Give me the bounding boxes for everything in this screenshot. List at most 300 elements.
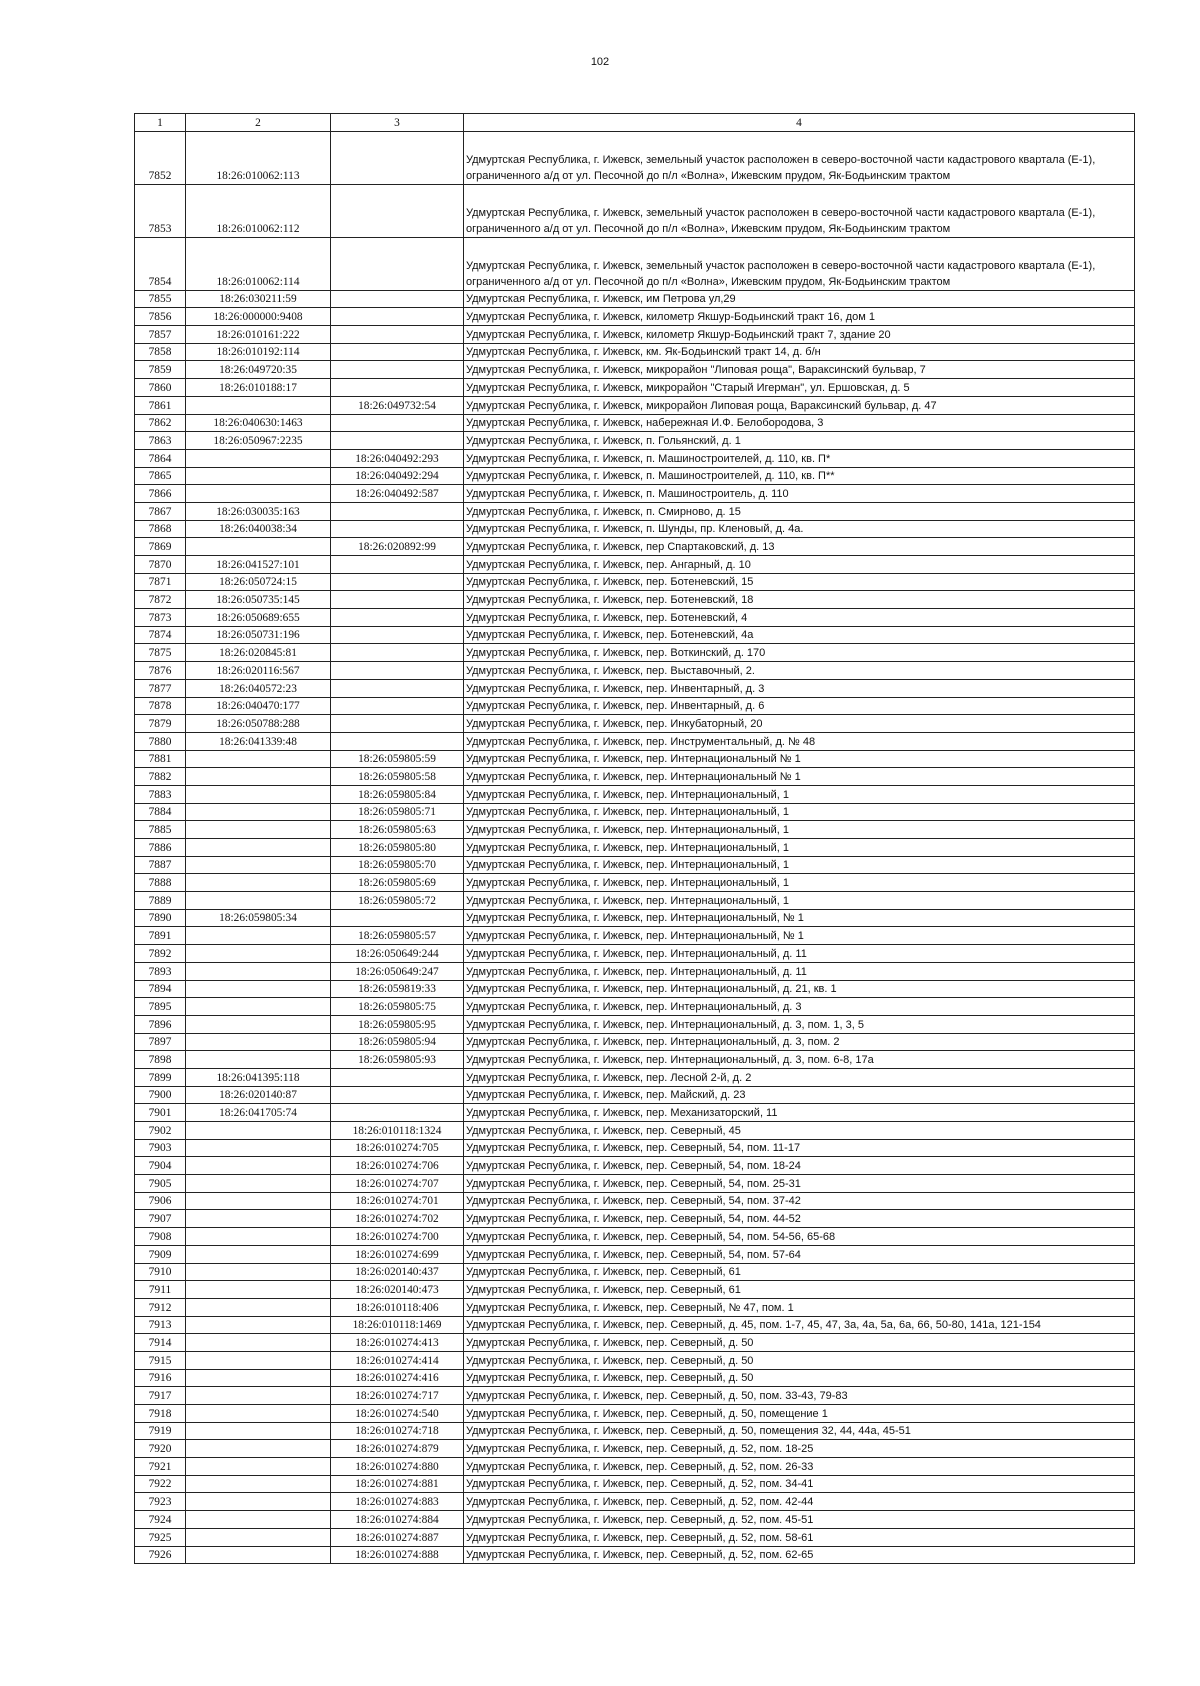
cadastral-number-cell (186, 785, 331, 803)
cadastral-number-alt-cell: 18:26:059805:70 (331, 856, 464, 874)
cadastral-number-cell (186, 750, 331, 768)
table-row (135, 379, 1135, 397)
row-number-cell: 7891 (135, 927, 186, 945)
cadastral-number-cell: 18:26:050689:655 (186, 609, 331, 627)
address-cell: Удмуртская Республика, г. Ижевск, пер. Северный, 54, пом. 57-64 (464, 1245, 1135, 1263)
cadastral-number-alt-cell (331, 184, 464, 237)
row-number-cell: 7856 (135, 308, 186, 326)
address-cell: Удмуртская Республика, г. Ижевск, им Петрова ул,29 (464, 290, 1135, 308)
row-number-cell: 7886 (135, 839, 186, 857)
table-row (135, 396, 1135, 414)
cadastral-number-cell (186, 998, 331, 1016)
cadastral-number-alt-cell: 18:26:010274:881 (331, 1475, 464, 1493)
row-number-cell: 7900 (135, 1086, 186, 1104)
address-cell: Удмуртская Республика, г. Ижевск, пер. Северный, д. 50 (464, 1351, 1135, 1369)
cadastral-number-cell (186, 467, 331, 485)
table-row (135, 892, 1135, 910)
address-cell: Удмуртская Республика, г. Ижевск, пер. Северный, д. 52, пом. 26-33 (464, 1458, 1135, 1476)
address-cell: Удмуртская Республика, г. Ижевск, п. Машиностроителей, д. 110, кв. П* (464, 449, 1135, 467)
address-cell: Удмуртская Республика, г. Ижевск, пер. Северный, д. 50, помещение 1 (464, 1405, 1135, 1423)
row-number-cell: 7864 (135, 449, 186, 467)
cadastral-number-alt-cell: 18:26:040492:294 (331, 467, 464, 485)
table-row (135, 343, 1135, 361)
cadastral-number-alt-cell: 18:26:059805:58 (331, 768, 464, 786)
address-cell: Удмуртская Республика, г. Ижевск, пер. Северный, 54, пом. 37-42 (464, 1192, 1135, 1210)
column-header-4: 4 (464, 114, 1135, 132)
cadastral-number-cell: 18:26:050731:196 (186, 626, 331, 644)
row-number-cell: 7921 (135, 1458, 186, 1476)
table-row (135, 1104, 1135, 1122)
cadastral-number-alt-cell (331, 556, 464, 574)
table-row (135, 1405, 1135, 1423)
cadastral-number-cell: 18:26:041339:48 (186, 732, 331, 750)
cadastral-number-cell (186, 1228, 331, 1246)
table-row (135, 1245, 1135, 1263)
cadastral-number-cell: 18:26:010161:222 (186, 326, 331, 344)
table-row (135, 980, 1135, 998)
table-row (135, 1068, 1135, 1086)
address-cell: Удмуртская Республика, г. Ижевск, пер. Северный, 54, пом. 11-17 (464, 1139, 1135, 1157)
cadastral-number-alt-cell: 18:26:020892:99 (331, 538, 464, 556)
address-cell: Удмуртская Республика, г. Ижевск, пер. Северный, д. 52, пом. 18-25 (464, 1440, 1135, 1458)
address-cell: Удмуртская Республика, г. Ижевск, п. Смирново, д. 15 (464, 502, 1135, 520)
cadastral-number-cell (186, 1387, 331, 1405)
address-cell: Удмуртская Республика, г. Ижевск, пер. Интернациональный № 1 (464, 750, 1135, 768)
cadastral-number-cell: 18:26:050788:288 (186, 715, 331, 733)
cadastral-number-alt-cell: 18:26:010274:700 (331, 1228, 464, 1246)
table-row (135, 1351, 1135, 1369)
table-row (135, 839, 1135, 857)
table-row (135, 485, 1135, 503)
table-row (135, 184, 1135, 237)
table-row (135, 1298, 1135, 1316)
cadastral-number-cell (186, 962, 331, 980)
row-number-cell: 7899 (135, 1068, 186, 1086)
address-cell: Удмуртская Республика, г. Ижевск, пер. Инвентарный, д. 3 (464, 679, 1135, 697)
cadastral-number-cell: 18:26:020845:81 (186, 644, 331, 662)
table-row (135, 1440, 1135, 1458)
row-number-cell: 7895 (135, 998, 186, 1016)
cadastral-number-alt-cell: 18:26:010274:887 (331, 1528, 464, 1546)
row-number-cell: 7875 (135, 644, 186, 662)
row-number-cell: 7876 (135, 662, 186, 680)
cadastral-number-cell (186, 839, 331, 857)
cadastral-number-alt-cell (331, 1104, 464, 1122)
cadastral-number-cell: 18:26:041527:101 (186, 556, 331, 574)
cadastral-number-cell (186, 1245, 331, 1263)
cadastral-number-cell: 18:26:010062:112 (186, 184, 331, 237)
table-body (135, 131, 1135, 1564)
address-cell: Удмуртская Республика, г. Ижевск, пер. Инвентарный, д. 6 (464, 697, 1135, 715)
address-cell: Удмуртская Республика, г. Ижевск, километр Якшур-Бодьинский тракт 7, здание 20 (464, 326, 1135, 344)
cadastral-number-cell: 18:26:030211:59 (186, 290, 331, 308)
address-cell: Удмуртская Республика, г. Ижевск, пер. Северный, д. 50, помещения 32, 44, 44а, 45-51 (464, 1422, 1135, 1440)
row-number-cell: 7877 (135, 679, 186, 697)
table-row (135, 1493, 1135, 1511)
cadastral-number-alt-cell (331, 361, 464, 379)
cadastral-number-cell (186, 1015, 331, 1033)
row-number-cell: 7855 (135, 290, 186, 308)
table-row (135, 644, 1135, 662)
address-cell: Удмуртская Республика, г. Ижевск, пер. Северный, № 47, пом. 1 (464, 1298, 1135, 1316)
cadastral-number-alt-cell: 18:26:059805:84 (331, 785, 464, 803)
table-row (135, 945, 1135, 963)
table-row (135, 449, 1135, 467)
cadastral-number-cell: 18:26:050967:2235 (186, 432, 331, 450)
cadastral-number-alt-cell (331, 308, 464, 326)
cadastral-number-cell (186, 874, 331, 892)
row-number-cell: 7865 (135, 467, 186, 485)
cadastral-number-alt-cell: 18:26:059805:80 (331, 839, 464, 857)
address-cell: Удмуртская Республика, г. Ижевск, пер. Механизаторский, 11 (464, 1104, 1135, 1122)
cadastral-number-cell (186, 1192, 331, 1210)
cadastral-number-alt-cell: 18:26:010118:1469 (331, 1316, 464, 1334)
cadastral-number-cell: 18:26:010062:113 (186, 131, 331, 184)
row-number-cell: 7901 (135, 1104, 186, 1122)
row-number-cell: 7881 (135, 750, 186, 768)
table-row (135, 785, 1135, 803)
address-cell: Удмуртская Республика, г. Ижевск, пер. Воткинский, д. 170 (464, 644, 1135, 662)
row-number-cell: 7926 (135, 1546, 186, 1564)
row-number-cell: 7892 (135, 945, 186, 963)
row-number-cell: 7911 (135, 1281, 186, 1299)
row-number-cell: 7852 (135, 131, 186, 184)
cadastral-number-cell: 18:26:040038:34 (186, 520, 331, 538)
address-cell: Удмуртская Республика, г. Ижевск, микрорайон Липовая роща, Вараксинский бульвар, д. 47 (464, 396, 1135, 414)
cadastral-number-alt-cell (331, 326, 464, 344)
row-number-cell: 7867 (135, 502, 186, 520)
cadastral-number-cell (186, 927, 331, 945)
table-row (135, 856, 1135, 874)
cadastral-number-alt-cell: 18:26:059805:94 (331, 1033, 464, 1051)
table-row (135, 962, 1135, 980)
cadastral-number-cell: 18:26:010188:17 (186, 379, 331, 397)
address-cell: Удмуртская Республика, г. Ижевск, пер. Интернациональный, д. 11 (464, 962, 1135, 980)
row-number-cell: 7871 (135, 573, 186, 591)
cadastral-number-cell (186, 1139, 331, 1157)
cadastral-number-cell (186, 1528, 331, 1546)
address-cell: Удмуртская Республика, г. Ижевск, микрорайон "Липовая роща", Вараксинский бульвар, 7 (464, 361, 1135, 379)
row-number-cell: 7922 (135, 1475, 186, 1493)
table-row (135, 502, 1135, 520)
table-row (135, 768, 1135, 786)
table-row (135, 1475, 1135, 1493)
table-row (135, 131, 1135, 184)
address-cell: Удмуртская Республика, г. Ижевск, пер Спартаковский, д. 13 (464, 538, 1135, 556)
table-row (135, 1528, 1135, 1546)
address-cell: Удмуртская Республика, г. Ижевск, км. Як-Бодьинский тракт 14, д. б/н (464, 343, 1135, 361)
row-number-cell: 7896 (135, 1015, 186, 1033)
address-cell: Удмуртская Республика, г. Ижевск, пер. Северный, д. 50, пом. 33-43, 79-83 (464, 1387, 1135, 1405)
cadastral-number-alt-cell (331, 343, 464, 361)
address-cell: Удмуртская Республика, г. Ижевск, пер. Интернациональный, 1 (464, 839, 1135, 857)
cadastral-number-cell: 18:26:040572:23 (186, 679, 331, 697)
table-row (135, 1228, 1135, 1246)
table-row (135, 1316, 1135, 1334)
table-row (135, 308, 1135, 326)
cadastral-number-cell (186, 1210, 331, 1228)
cadastral-number-alt-cell: 18:26:059805:63 (331, 821, 464, 839)
row-number-cell: 7880 (135, 732, 186, 750)
cadastral-number-cell: 18:26:000000:9408 (186, 308, 331, 326)
cadastral-number-cell: 18:26:050724:15 (186, 573, 331, 591)
table-row (135, 591, 1135, 609)
cadastral-number-alt-cell (331, 520, 464, 538)
cadastral-number-cell (186, 945, 331, 963)
cadastral-number-cell: 18:26:010062:114 (186, 237, 331, 290)
row-number-cell: 7883 (135, 785, 186, 803)
address-cell: Удмуртская Республика, г. Ижевск, пер. Интернациональный, д. 3, пом. 1, 3, 5 (464, 1015, 1135, 1033)
cadastral-number-alt-cell (331, 131, 464, 184)
cadastral-number-cell (186, 1369, 331, 1387)
table-row (135, 998, 1135, 1016)
cadastral-number-cell (186, 1405, 331, 1423)
table-row (135, 1511, 1135, 1529)
table-row (135, 662, 1135, 680)
address-cell: Удмуртская Республика, г. Ижевск, пер. Северный, д. 52, пом. 34-41 (464, 1475, 1135, 1493)
row-number-cell: 7878 (135, 697, 186, 715)
table-row (135, 414, 1135, 432)
row-number-cell: 7854 (135, 237, 186, 290)
table-row (135, 326, 1135, 344)
address-cell: Удмуртская Республика, г. Ижевск, пер. Северный, 54, пом. 44-52 (464, 1210, 1135, 1228)
cadastral-number-cell (186, 768, 331, 786)
row-number-cell: 7913 (135, 1316, 186, 1334)
cadastral-number-alt-cell (331, 1086, 464, 1104)
row-number-cell: 7916 (135, 1369, 186, 1387)
cadastral-number-cell (186, 1175, 331, 1193)
cadastral-number-alt-cell: 18:26:010274:702 (331, 1210, 464, 1228)
table-row (135, 732, 1135, 750)
cadastral-number-cell (186, 1511, 331, 1529)
row-number-cell: 7909 (135, 1245, 186, 1263)
row-number-cell: 7902 (135, 1122, 186, 1140)
cadastral-number-alt-cell: 18:26:010274:705 (331, 1139, 464, 1157)
cadastral-number-alt-cell: 18:26:020140:437 (331, 1263, 464, 1281)
cadastral-number-alt-cell: 18:26:010274:884 (331, 1511, 464, 1529)
cadastral-number-alt-cell: 18:26:059805:95 (331, 1015, 464, 1033)
table-row (135, 520, 1135, 538)
row-number-cell: 7924 (135, 1511, 186, 1529)
cadastral-number-cell (186, 1422, 331, 1440)
cadastral-number-alt-cell: 18:26:010274:888 (331, 1546, 464, 1564)
header-row (135, 114, 1135, 132)
row-number-cell: 7906 (135, 1192, 186, 1210)
cadastral-number-alt-cell: 18:26:020140:473 (331, 1281, 464, 1299)
cadastral-number-alt-cell: 18:26:010274:718 (331, 1422, 464, 1440)
address-cell: Удмуртская Республика, г. Ижевск, микрорайон "Старый Игерман", ул. Ершовская, д. 5 (464, 379, 1135, 397)
address-cell: Удмуртская Республика, г. Ижевск, пер. Лесной 2-й, д. 2 (464, 1068, 1135, 1086)
address-cell: Удмуртская Республика, г. Ижевск, пер. Ботеневский, 4 (464, 609, 1135, 627)
cadastral-number-alt-cell: 18:26:050649:247 (331, 962, 464, 980)
cadastral-number-alt-cell: 18:26:010274:413 (331, 1334, 464, 1352)
cadastral-number-cell (186, 821, 331, 839)
table-row (135, 609, 1135, 627)
cadastral-number-cell (186, 1033, 331, 1051)
cadastral-number-cell (186, 1475, 331, 1493)
table-row (135, 1334, 1135, 1352)
row-number-cell: 7907 (135, 1210, 186, 1228)
cadastral-number-cell (186, 1351, 331, 1369)
row-number-cell: 7874 (135, 626, 186, 644)
row-number-cell: 7912 (135, 1298, 186, 1316)
cadastral-number-cell (186, 1263, 331, 1281)
cadastral-number-alt-cell (331, 591, 464, 609)
table-row (135, 1263, 1135, 1281)
cadastral-number-cell (186, 1316, 331, 1334)
cadastral-number-alt-cell: 18:26:040492:293 (331, 449, 464, 467)
row-number-cell: 7898 (135, 1051, 186, 1069)
cadastral-number-alt-cell (331, 697, 464, 715)
row-number-cell: 7853 (135, 184, 186, 237)
cadastral-number-cell (186, 485, 331, 503)
cadastral-number-alt-cell (331, 414, 464, 432)
address-cell: Удмуртская Республика, г. Ижевск, пер. Ботеневский, 18 (464, 591, 1135, 609)
cadastral-number-alt-cell: 18:26:059805:93 (331, 1051, 464, 1069)
row-number-cell: 7879 (135, 715, 186, 733)
cadastral-number-cell (186, 1051, 331, 1069)
address-cell: Удмуртская Республика, г. Ижевск, пер. Интернациональный, № 1 (464, 909, 1135, 927)
row-number-cell: 7890 (135, 909, 186, 927)
address-cell: Удмуртская Республика, г. Ижевск, пер. Инструментальный, д. № 48 (464, 732, 1135, 750)
address-cell: Удмуртская Республика, г. Ижевск, пер. Интернациональный, 1 (464, 874, 1135, 892)
cadastral-number-alt-cell: 18:26:010274:883 (331, 1493, 464, 1511)
row-number-cell: 7857 (135, 326, 186, 344)
row-number-cell: 7872 (135, 591, 186, 609)
cadastral-number-cell (186, 449, 331, 467)
address-cell: Удмуртская Республика, г. Ижевск, пер. Интернациональный, д. 21, кв. 1 (464, 980, 1135, 998)
cadastral-number-cell (186, 980, 331, 998)
cadastral-number-alt-cell (331, 379, 464, 397)
cadastral-number-cell (186, 396, 331, 414)
cadastral-number-cell (186, 1493, 331, 1511)
table-row (135, 1192, 1135, 1210)
cadastral-number-alt-cell: 18:26:010118:406 (331, 1298, 464, 1316)
table-row (135, 1157, 1135, 1175)
address-cell: Удмуртская Республика, г. Ижевск, пер. Северный, 54, пом. 25-31 (464, 1175, 1135, 1193)
cadastral-number-cell (186, 856, 331, 874)
row-number-cell: 7920 (135, 1440, 186, 1458)
table-row (135, 1122, 1135, 1140)
address-cell: Удмуртская Республика, г. Ижевск, земельный участок расположен в северо-восточной части кадастрового квартала (Е-1), ограниченного а/д от ул. Песочной до п/л «Волна», Ижевским прудом, Як-Бодьинским трактом (464, 131, 1135, 184)
cadastral-number-cell (186, 1458, 331, 1476)
address-cell: Удмуртская Республика, г. Ижевск, пер. Интернациональный № 1 (464, 768, 1135, 786)
cadastral-number-cell (186, 1281, 331, 1299)
row-number-cell: 7925 (135, 1528, 186, 1546)
cadastral-number-cell: 18:26:059805:34 (186, 909, 331, 927)
address-cell: Удмуртская Республика, г. Ижевск, километр Якшур-Бодьинский тракт 16, дом 1 (464, 308, 1135, 326)
cadastral-number-cell (186, 892, 331, 910)
cadastral-number-alt-cell (331, 573, 464, 591)
table-row (135, 679, 1135, 697)
cadastral-number-alt-cell (331, 626, 464, 644)
address-cell: Удмуртская Республика, г. Ижевск, пер. Северный, 45 (464, 1122, 1135, 1140)
cadastral-number-alt-cell: 18:26:010274:414 (331, 1351, 464, 1369)
address-cell: Удмуртская Республика, г. Ижевск, пер. Северный, д. 52, пом. 42-44 (464, 1493, 1135, 1511)
table-row (135, 1051, 1135, 1069)
cadastral-number-alt-cell: 18:26:059805:59 (331, 750, 464, 768)
cadastral-number-cell: 18:26:049720:35 (186, 361, 331, 379)
cadastral-number-alt-cell (331, 909, 464, 927)
table-row (135, 803, 1135, 821)
address-cell: Удмуртская Республика, г. Ижевск, пер. Ботеневский, 4а (464, 626, 1135, 644)
cadastral-number-cell: 18:26:041705:74 (186, 1104, 331, 1122)
row-number-cell: 7866 (135, 485, 186, 503)
address-cell: Удмуртская Республика, г. Ижевск, пер. Северный, д. 45, пом. 1-7, 45, 47, 3а, 4а, 5а, 6а, 66, 50-80, 141а, 121-154 (464, 1316, 1135, 1334)
column-header-1: 1 (135, 114, 186, 132)
cadastral-number-alt-cell (331, 662, 464, 680)
address-cell: Удмуртская Республика, г. Ижевск, пер. Северный, д. 52, пом. 58-61 (464, 1528, 1135, 1546)
table-row (135, 1546, 1135, 1564)
cadastral-number-cell: 18:26:041395:118 (186, 1068, 331, 1086)
address-cell: Удмуртская Республика, г. Ижевск, земельный участок расположен в северо-восточной части кадастрового квартала (Е-1), ограниченного а/д от ул. Песочной до п/л «Волна», Ижевским прудом, Як-Бодьинским трактом (464, 184, 1135, 237)
table-row (135, 927, 1135, 945)
table-row (135, 626, 1135, 644)
row-number-cell: 7870 (135, 556, 186, 574)
table-row (135, 467, 1135, 485)
cadastral-number-alt-cell: 18:26:059805:69 (331, 874, 464, 892)
table-row (135, 1210, 1135, 1228)
row-number-cell: 7919 (135, 1422, 186, 1440)
cadastral-number-cell: 18:26:020116:567 (186, 662, 331, 680)
row-number-cell: 7894 (135, 980, 186, 998)
row-number-cell: 7861 (135, 396, 186, 414)
cadastral-number-cell: 18:26:040470:177 (186, 697, 331, 715)
cadastral-number-alt-cell: 18:26:059805:71 (331, 803, 464, 821)
address-cell: Удмуртская Республика, г. Ижевск, набережная И.Ф. Белобородова, 3 (464, 414, 1135, 432)
cadastral-number-alt-cell: 18:26:010274:699 (331, 1245, 464, 1263)
row-number-cell: 7914 (135, 1334, 186, 1352)
table-row (135, 1369, 1135, 1387)
row-number-cell: 7893 (135, 962, 186, 980)
address-cell: Удмуртская Республика, г. Ижевск, п. Машиностроитель, д. 110 (464, 485, 1135, 503)
row-number-cell: 7905 (135, 1175, 186, 1193)
row-number-cell: 7884 (135, 803, 186, 821)
row-number-cell: 7889 (135, 892, 186, 910)
cadastral-number-alt-cell (331, 237, 464, 290)
row-number-cell: 7862 (135, 414, 186, 432)
address-cell: Удмуртская Республика, г. Ижевск, пер. Северный, 54, пом. 54-56, 65-68 (464, 1228, 1135, 1246)
cadastral-number-alt-cell: 18:26:059805:75 (331, 998, 464, 1016)
address-cell: Удмуртская Республика, г. Ижевск, пер. Интернациональный, 1 (464, 892, 1135, 910)
address-cell: Удмуртская Республика, г. Ижевск, пер. Северный, 61 (464, 1263, 1135, 1281)
table-row (135, 1139, 1135, 1157)
table-row (135, 1281, 1135, 1299)
cadastral-number-cell (186, 1334, 331, 1352)
cadastral-number-cell (186, 1440, 331, 1458)
column-header-2: 2 (186, 114, 331, 132)
address-cell: Удмуртская Республика, г. Ижевск, пер. Северный, д. 50 (464, 1369, 1135, 1387)
address-cell: Удмуртская Республика, г. Ижевск, пер. Интернациональный, № 1 (464, 927, 1135, 945)
cadastral-number-cell (186, 1122, 331, 1140)
table-row (135, 432, 1135, 450)
table-row (135, 697, 1135, 715)
row-number-cell: 7910 (135, 1263, 186, 1281)
table-row (135, 1458, 1135, 1476)
cadastral-number-alt-cell: 18:26:010274:706 (331, 1157, 464, 1175)
cadastral-number-cell (186, 1157, 331, 1175)
table-row (135, 1387, 1135, 1405)
table-row (135, 538, 1135, 556)
cadastral-number-alt-cell: 18:26:010274:717 (331, 1387, 464, 1405)
row-number-cell: 7863 (135, 432, 186, 450)
cadastral-number-alt-cell: 18:26:010274:701 (331, 1192, 464, 1210)
cadastral-number-alt-cell (331, 1068, 464, 1086)
table-row (135, 290, 1135, 308)
address-cell: Удмуртская Республика, г. Ижевск, пер. Интернациональный, 1 (464, 803, 1135, 821)
cadastral-number-alt-cell (331, 732, 464, 750)
row-number-cell: 7868 (135, 520, 186, 538)
